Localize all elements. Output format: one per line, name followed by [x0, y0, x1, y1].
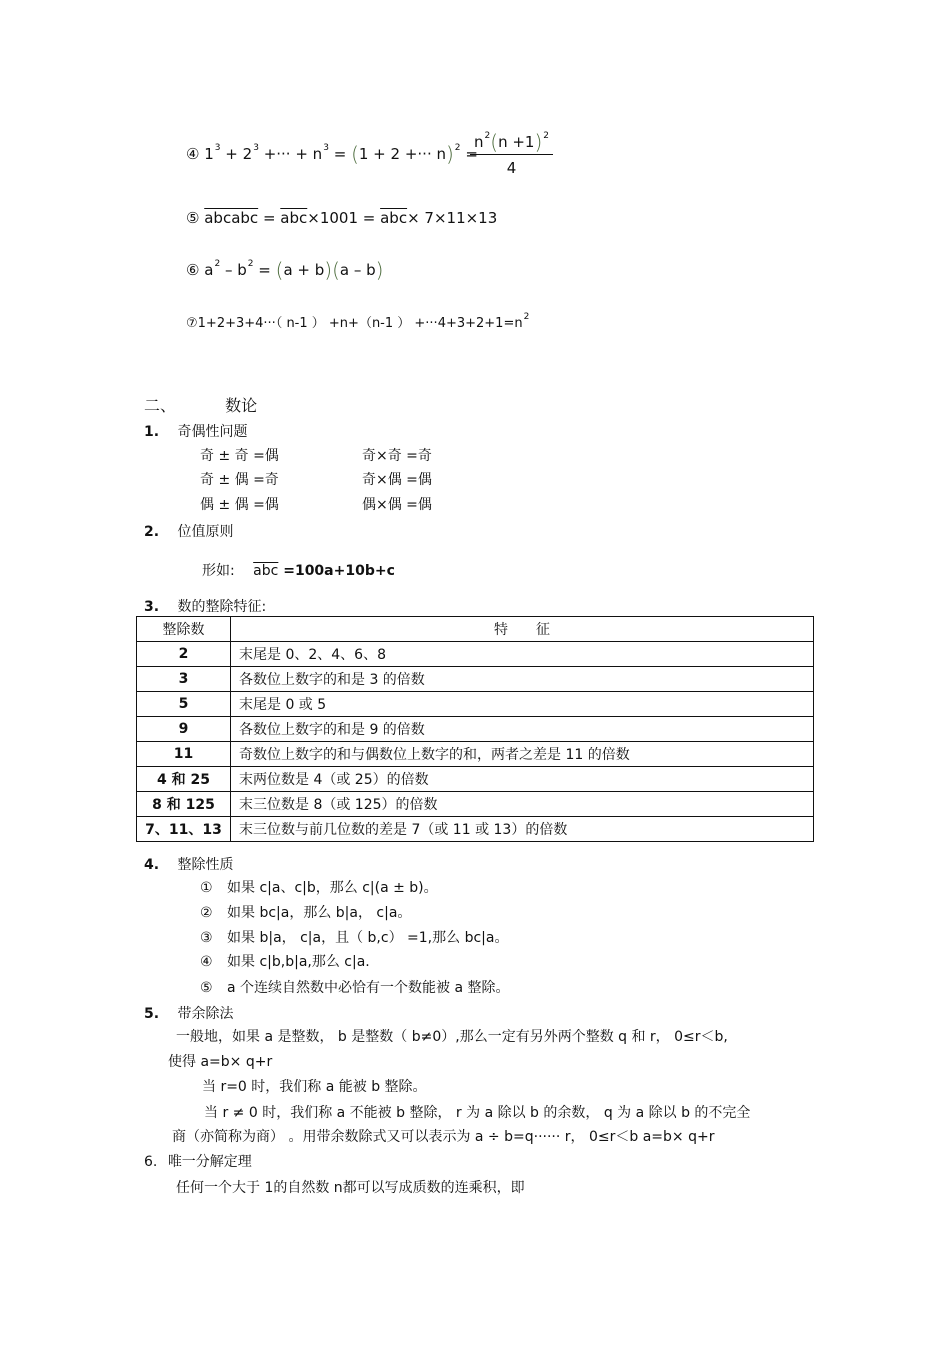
item-marker: ④ [200, 954, 213, 970]
item-text: 如果 bc|a，那么 b|a， c|a。 [227, 905, 412, 921]
subsection-1-heading [144, 421, 248, 441]
item-marker: ① [200, 880, 213, 896]
subsection-title: 唯一分解定理 [167, 1154, 252, 1170]
table-header-cell: 整除数 [137, 617, 231, 642]
table-row [137, 742, 814, 767]
paragraph-line: 当 r=0 时，我们称 a 能被 b 整除。 [202, 1079, 427, 1095]
subsection-3-heading [144, 596, 266, 616]
parity-right-1: 奇×奇 =奇 [362, 448, 432, 464]
paren-open: ( [490, 130, 499, 154]
paren-close: ) [324, 258, 333, 282]
property-item [200, 877, 438, 897]
place-value-formula [202, 560, 395, 580]
formula-term: + 2 [225, 145, 253, 163]
overlined-number: abcabc [204, 209, 259, 227]
property-item [200, 902, 411, 922]
item-text: a 个连续自然数中必恰有一个数能被 a 整除。 [227, 980, 510, 996]
formula-term: 1 + 2 +··· n [358, 145, 446, 163]
parity-right-3: 偶×偶 =偶 [362, 497, 432, 513]
table-cell-divisor: 8 和 125 [137, 792, 231, 817]
table-cell-feature: 奇数位上数字的和与偶数位上数字的和，两者之差是 11 的倍数 [231, 742, 814, 767]
formula-5 [186, 209, 497, 227]
property-item [200, 977, 510, 997]
paren-close: ) [445, 142, 454, 166]
formula-term: = [262, 209, 281, 227]
formula-marker: ⑦ [186, 316, 198, 331]
parity-left-2: 奇 ± 偶 =奇 [200, 472, 279, 488]
fraction-numerator [470, 128, 553, 155]
exponent: 2 [247, 259, 254, 269]
property-item [200, 927, 508, 947]
exponent: 2 [484, 131, 491, 141]
exponent: 3 [323, 143, 329, 153]
overlined-number: $\overline{abc}$ [253, 563, 279, 579]
formula-term: n +1 [498, 133, 535, 151]
equals-sign: = [258, 261, 271, 279]
subsection-6-heading [144, 1151, 252, 1171]
table-cell-feature: 末两位数是 4（或 25）的倍数 [231, 767, 814, 792]
formula-term: ×1001 = [307, 209, 381, 227]
subsection-title: 奇偶性问题 [177, 424, 248, 440]
parity-left-3: 偶 ± 偶 =偶 [200, 497, 279, 513]
paragraph-line: 商（亦简称为商） 。用带余数除式又可以表示为 a ÷ b=q······ r， 0≤r＜b a=b× q+r [172, 1129, 715, 1145]
section-heading [144, 393, 257, 416]
table-cell-divisor: 11 [137, 742, 231, 767]
formula-term: 1+2+3+4···（ n-1 ） +n+（n-1 ） +···4+3+2+1=n [197, 316, 523, 331]
subsection-title: 带余除法 [177, 1006, 234, 1022]
parity-left-1: 奇 ± 奇 =偶 [200, 448, 279, 464]
table-cell-divisor: 3 [137, 667, 231, 692]
subsection-number: 5. [144, 1006, 160, 1022]
table-cell-feature: 末尾是 0、2、4、6、8 [231, 642, 814, 667]
paragraph-line: 任何一个大于 1的自然数 n都可以写成质数的连乘积，即 [176, 1180, 525, 1196]
exponent: 3 [214, 143, 221, 153]
formula-marker: ⑤ [186, 209, 200, 227]
overlined-number: $\overline{abc}$ [280, 209, 308, 227]
divisibility-table [136, 616, 814, 842]
formula-marker: ⑥ [186, 261, 200, 279]
section-title: 数论 [225, 396, 258, 415]
subsection-title: 位值原则 [177, 524, 234, 540]
table-cell-divisor: 7、11、13 [137, 817, 231, 842]
formula-4 [186, 140, 478, 164]
paren-open: ( [332, 258, 340, 282]
subsection-2-heading [144, 521, 234, 541]
table-row [137, 692, 814, 717]
paren-close: ) [534, 130, 543, 154]
exponent: 3 [253, 143, 259, 153]
table-cell-feature: 各数位上数字的和是 3 的倍数 [231, 667, 814, 692]
formula-term: =100a+10b+c [278, 563, 395, 579]
subsection-4-heading [144, 854, 234, 874]
exponent: 2 [214, 259, 221, 269]
item-text: 如果 c|b,b|a,那么 c|a. [227, 954, 370, 970]
subsection-5-heading [144, 1003, 234, 1023]
exponent: 2 [523, 311, 530, 322]
item-text: 如果 c|a、c|b，那么 c|(a ± b)。 [227, 880, 438, 896]
formula-6 [186, 256, 383, 280]
fraction-denominator: 4 [506, 159, 517, 177]
formula-term: 1 [204, 145, 214, 163]
table-cell-feature: 末三位数是 8（或 125）的倍数 [231, 792, 814, 817]
paren-open: ( [351, 142, 359, 166]
subsection-number: 2. [144, 524, 160, 540]
table-cell-divisor: 2 [137, 642, 231, 667]
formula-term: a – b [339, 261, 376, 279]
subsection-title: 数的整除特征: [177, 599, 267, 615]
table-row [137, 767, 814, 792]
exponent: 2 [543, 131, 549, 141]
property-item [200, 951, 370, 971]
subsection-number: 6. [144, 1154, 158, 1170]
formula-term: a + b [283, 261, 325, 279]
table-header-cell: 特 征 [231, 617, 814, 642]
paragraph-line: 一般地，如果 a 是整数， b 是整数（ b≠0）,那么一定有另外两个整数 q 和 r， 0≤r＜b, [176, 1029, 728, 1045]
table-cell-divisor: 9 [137, 717, 231, 742]
table-row [137, 792, 814, 817]
table-row [137, 667, 814, 692]
table-cell-feature: 末三位数与前几位数的差是 7（或 11 或 13）的倍数 [231, 817, 814, 842]
formula-7 [186, 312, 529, 331]
table-cell-feature: 末尾是 0 或 5 [231, 692, 814, 717]
table-header-row [137, 617, 814, 642]
formula-term: +··· + n [263, 145, 323, 163]
fraction [470, 128, 553, 177]
table-cell-feature: 各数位上数字的和是 9 的倍数 [231, 717, 814, 742]
parity-right-2: 奇×偶 =偶 [362, 472, 432, 488]
formula-term: × 7×11×13 [407, 209, 498, 227]
formula-term: – b [224, 261, 247, 279]
item-marker: ⑤ [200, 980, 213, 996]
table-row [137, 817, 814, 842]
equals-sign: = [333, 145, 347, 163]
subsection-title: 整除性质 [177, 857, 234, 873]
table-cell-divisor: 4 和 25 [137, 767, 231, 792]
item-text: 如果 b|a， c|a，且（ b,c） =1,那么 bc|a。 [227, 930, 509, 946]
item-marker: ② [200, 905, 213, 921]
overlined-number: $\overline{abc}$ [380, 209, 408, 227]
formula-marker: ④ [186, 145, 200, 163]
subsection-number: 1. [144, 424, 160, 440]
table-row [137, 642, 814, 667]
subsection-number: 4. [144, 857, 160, 873]
subsection-number: 3. [144, 599, 160, 615]
formula-label: 形如: [202, 563, 235, 579]
table-row [137, 717, 814, 742]
paren-close: ) [375, 258, 384, 282]
formula-term: a [204, 261, 214, 279]
paragraph-line: 使得 a=b× q+r [168, 1054, 273, 1070]
equals-sign: = [465, 145, 478, 163]
paragraph-line: 当 r ≠ 0 时，我们称 a 不能被 b 整除， r 为 a 除以 b 的余数， q 为 a 除以 b 的不完全 [204, 1105, 751, 1121]
table-cell-divisor: 5 [137, 692, 231, 717]
paren-open: ( [275, 258, 284, 282]
item-marker: ③ [200, 930, 213, 946]
formula-term: n [474, 133, 484, 151]
section-number: 二、 [144, 396, 177, 415]
exponent: 2 [454, 143, 461, 153]
